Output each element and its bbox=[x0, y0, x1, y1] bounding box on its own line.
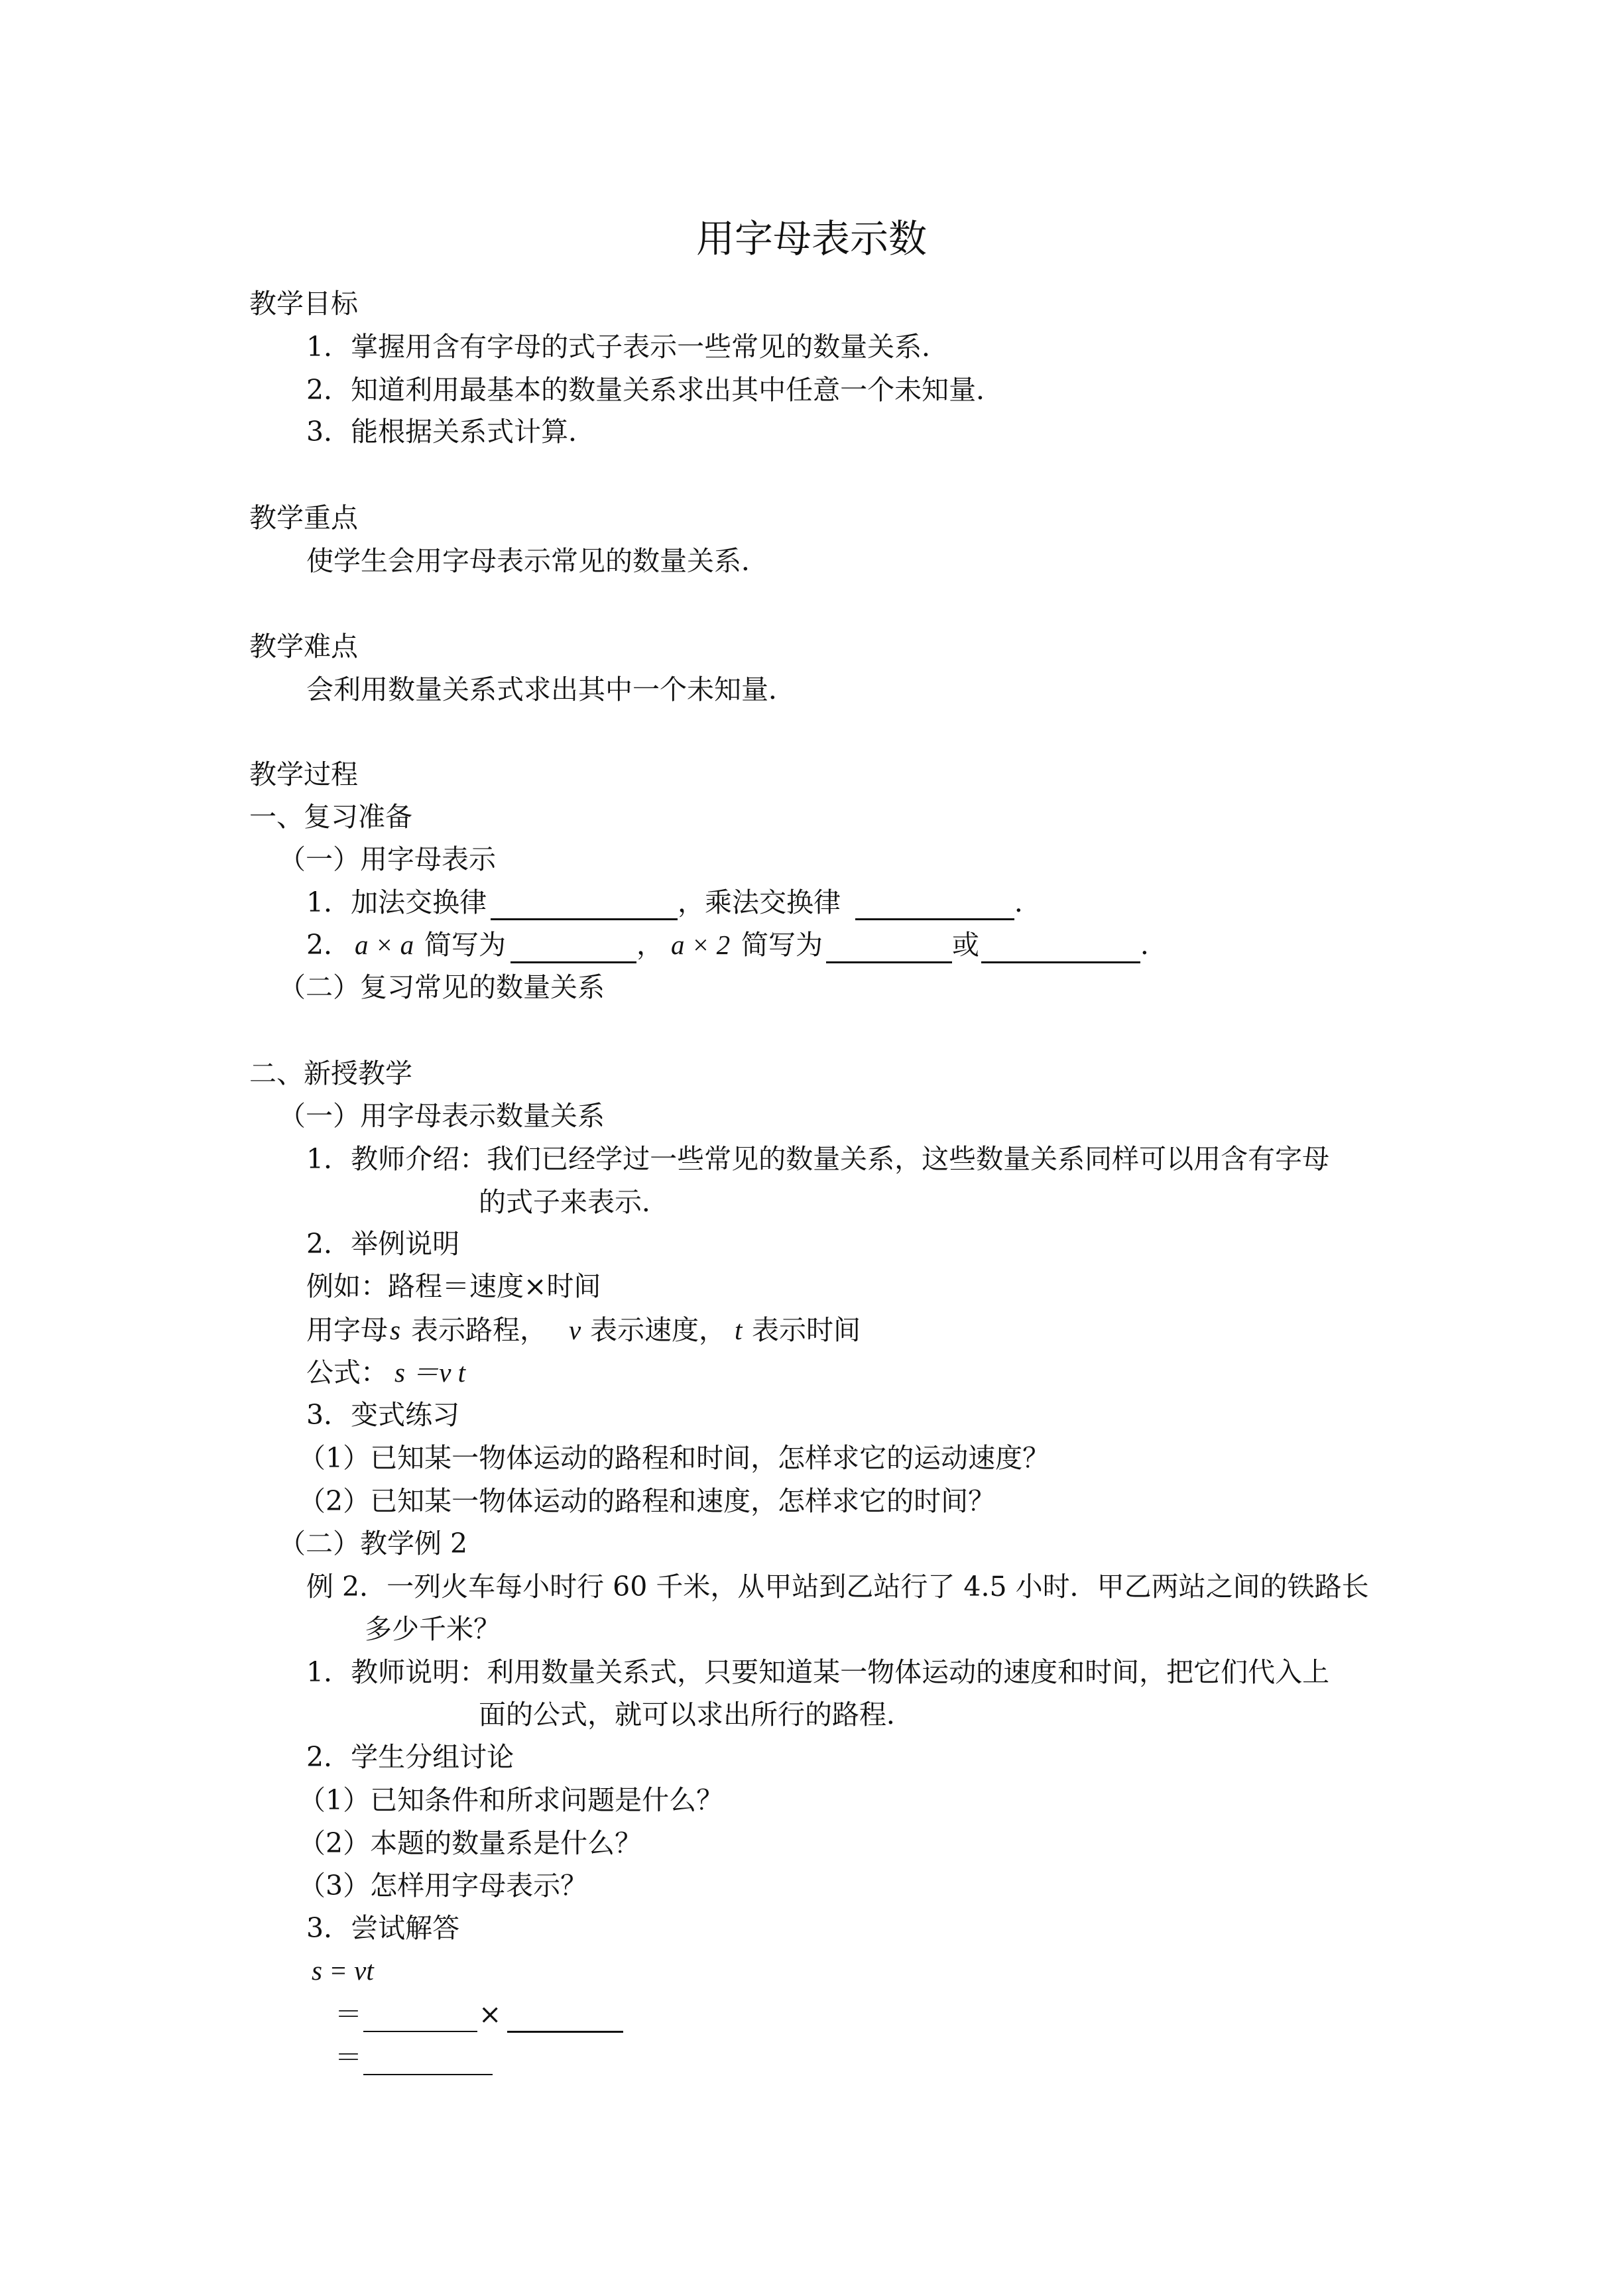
review-line-2-or: 或 bbox=[952, 929, 979, 961]
letter-s: s bbox=[390, 1315, 400, 1345]
objective-item: 2．知道利用最基本的数量关系求出其中任意一个未知量． bbox=[306, 374, 1004, 406]
solve-expression: s = vt bbox=[312, 1955, 374, 1986]
review-line-2-t1: 简写为 bbox=[424, 929, 506, 961]
teacher-intro-line-1: 1．教师介绍：我们已经学过一些常见的数量关系，这些数量关系同样可以用含有字母 bbox=[306, 1143, 1330, 1175]
example-heading: 2．举例说明 bbox=[306, 1228, 460, 1260]
example-line: 例如：路程＝速度×时间 bbox=[306, 1270, 601, 1302]
blank-multiplication-law[interactable] bbox=[855, 918, 1014, 920]
objective-item: 1．掌握用含有字母的式子表示一些常见的数量关系． bbox=[306, 331, 949, 363]
group-question-1: （1）已知条件和所求问题是什么？ bbox=[298, 1784, 724, 1816]
part1-sub1: （一）用字母表示 bbox=[278, 843, 496, 875]
group-question-3: （3）怎样用字母表示？ bbox=[298, 1870, 588, 1902]
objective-item: 3．能根据关系式计算． bbox=[306, 416, 596, 448]
blank-result[interactable] bbox=[363, 2074, 493, 2075]
letter-t: t bbox=[735, 1315, 743, 1345]
review-line-1-c: ． bbox=[1014, 886, 1042, 918]
blank-a-times-2-first[interactable] bbox=[826, 961, 952, 963]
teacher-explain-line-1: 1．教师说明：利用数量关系式，只要知道某一物体运动的速度和时间，把它们代入上 bbox=[306, 1656, 1330, 1688]
process-heading: 教学过程 bbox=[249, 758, 358, 790]
letters-part-1: 用字母 bbox=[306, 1314, 388, 1346]
expr-a-times-a: a × a bbox=[355, 930, 414, 960]
part1-heading: 一、复习准备 bbox=[249, 801, 412, 833]
formula-label: 公式： bbox=[306, 1357, 388, 1388]
blank-a-times-a[interactable] bbox=[511, 961, 636, 963]
objectives-heading: 教学目标 bbox=[249, 288, 358, 320]
expr-a-times-2: a × 2 bbox=[671, 930, 731, 960]
group-question-2: （2）本题的数量系是什么？ bbox=[298, 1827, 642, 1859]
teacher-explain-line-2: 面的公式，就可以求出所行的路程． bbox=[479, 1699, 914, 1730]
difficulty-text: 会利用数量关系式求出其中一个未知量． bbox=[306, 674, 796, 705]
part1-sub2: （二）复习常见的数量关系 bbox=[278, 971, 605, 1003]
key-point-heading: 教学重点 bbox=[249, 502, 358, 534]
review-line-1-a: 1．加法交换律 bbox=[306, 886, 487, 918]
review-line-2-end: ． bbox=[1140, 929, 1168, 961]
page-title: 用字母表示数 bbox=[696, 216, 928, 261]
variant-question-2: （2）已知某一物体运动的路程和速度，怎样求它的时间？ bbox=[298, 1485, 996, 1517]
review-line-2-sep: ， bbox=[636, 929, 664, 961]
part2-sub2: （二）教学例 2 bbox=[278, 1528, 468, 1559]
part2-sub1: （一）用字母表示数量关系 bbox=[278, 1100, 605, 1132]
teacher-intro-line-2: 的式子来表示． bbox=[479, 1186, 669, 1218]
blank-speed[interactable] bbox=[363, 2031, 477, 2032]
solve-times: × bbox=[479, 1998, 502, 2030]
solve-equals-2: ＝ bbox=[335, 2041, 362, 2073]
review-line-2-t2: 简写为 bbox=[741, 929, 823, 961]
variant-heading: 3．变式练习 bbox=[306, 1399, 460, 1431]
review-line-1-b: ，乘法交换律 bbox=[678, 886, 841, 918]
part2-heading: 二、新授教学 bbox=[249, 1057, 412, 1089]
example2-line-2: 多少千米？ bbox=[365, 1613, 501, 1645]
variant-question-1: （1）已知某一物体运动的路程和时间，怎样求它的运动速度？ bbox=[298, 1442, 1050, 1474]
try-heading: 3．尝试解答 bbox=[306, 1912, 460, 1944]
blank-time[interactable] bbox=[507, 2031, 623, 2033]
group-heading: 2．学生分组讨论 bbox=[306, 1741, 514, 1773]
blank-a-times-2-second[interactable] bbox=[981, 961, 1140, 963]
letters-part-3: 表示速度， bbox=[590, 1314, 726, 1346]
letters-part-2: 表示路程， bbox=[411, 1314, 547, 1346]
letters-part-4: 表示时间 bbox=[752, 1314, 861, 1346]
formula-expr: s ＝v t bbox=[394, 1357, 466, 1388]
solve-equals-1: ＝ bbox=[335, 1998, 362, 2030]
blank-addition-law[interactable] bbox=[491, 918, 678, 920]
review-line-2-num: 2． bbox=[306, 929, 351, 961]
key-point-text: 使学生会用字母表示常见的数量关系． bbox=[306, 545, 768, 577]
letter-v: v bbox=[569, 1315, 581, 1345]
difficulty-heading: 教学难点 bbox=[249, 631, 358, 662]
example2-line-1: 例 2．一列火车每小时行 60 千米，从甲站到乙站行了 4.5 小时．甲乙两站之间的铁路长 bbox=[306, 1571, 1369, 1602]
